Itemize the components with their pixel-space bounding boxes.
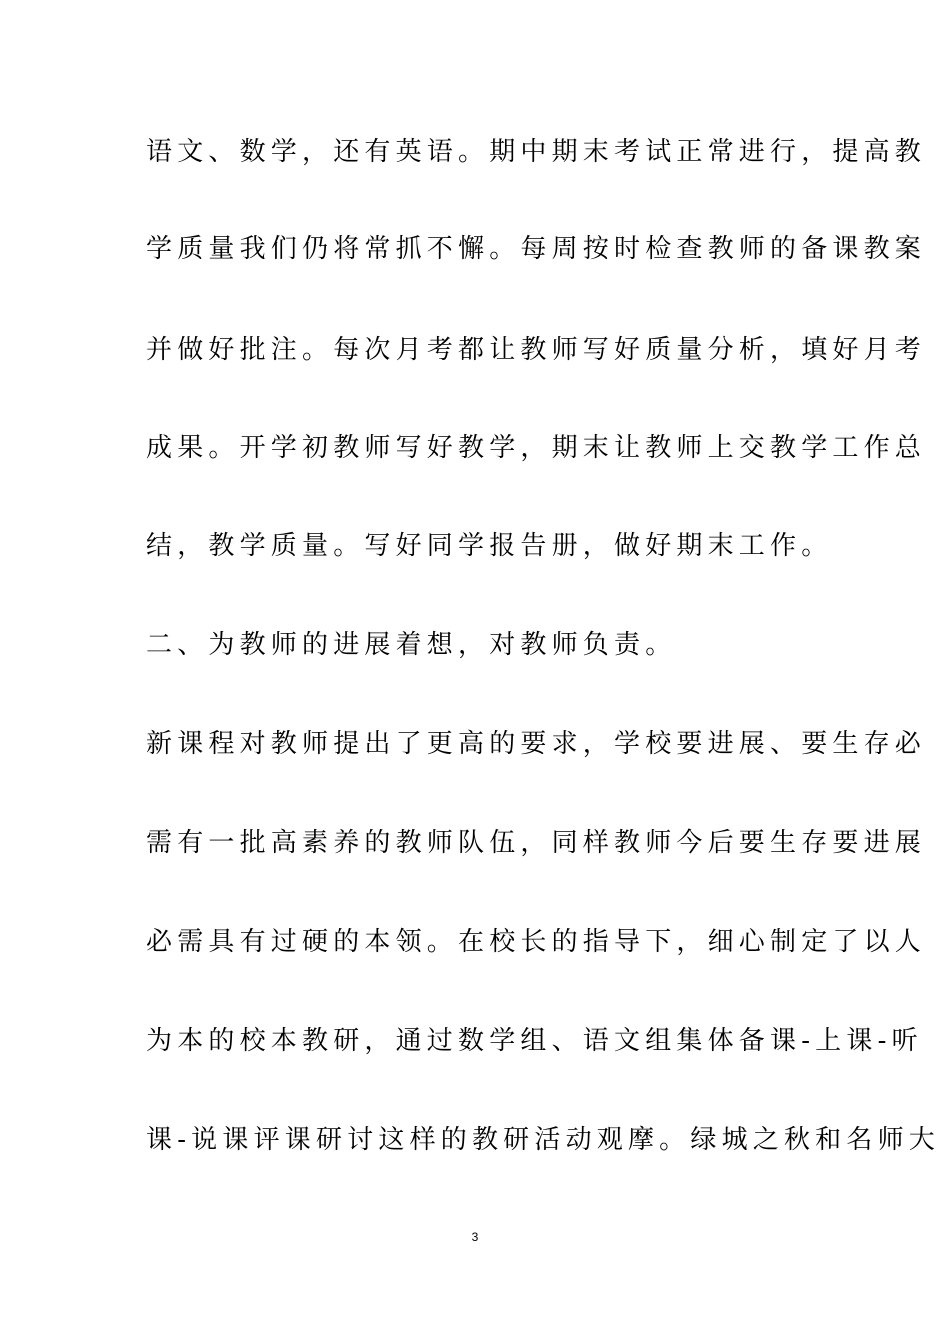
body-text-line: 并做好批注。每次月考都让教师写好质量分析，填好月考 <box>146 335 927 365</box>
page-number: 3 <box>471 1230 479 1244</box>
section-heading: 二、为教师的进展着想，对教师负责。 <box>146 630 677 660</box>
body-text-line: 学质量我们仍将常抓不懈。每周按时检查教师的备课教案 <box>146 234 927 264</box>
body-text-line: 结，教学质量。写好同学报告册，做好期末工作。 <box>146 531 833 561</box>
body-text-line: 为本的校本教研，通过数学组、语文组集体备课-上课-听 <box>146 1026 923 1056</box>
body-text-line: 成果。开学初教师写好教学，期末让教师上交教学工作总 <box>146 433 927 463</box>
body-text-line: 新课程对教师提出了更高的要求，学校要进展、要生存必 <box>146 729 927 759</box>
body-text-line: 必需具有过硬的本领。在校长的指导下，细心制定了以人 <box>146 927 927 957</box>
body-text-line: 语文、数学，还有英语。期中期末考试正常进行，提高教 <box>146 137 927 167</box>
body-text-line: 课-说课评课研讨这样的教研活动观摩。绿城之秋和名师大 <box>146 1125 940 1155</box>
body-text-line: 需有一批高素养的教师队伍，同样教师今后要生存要进展 <box>146 828 927 858</box>
